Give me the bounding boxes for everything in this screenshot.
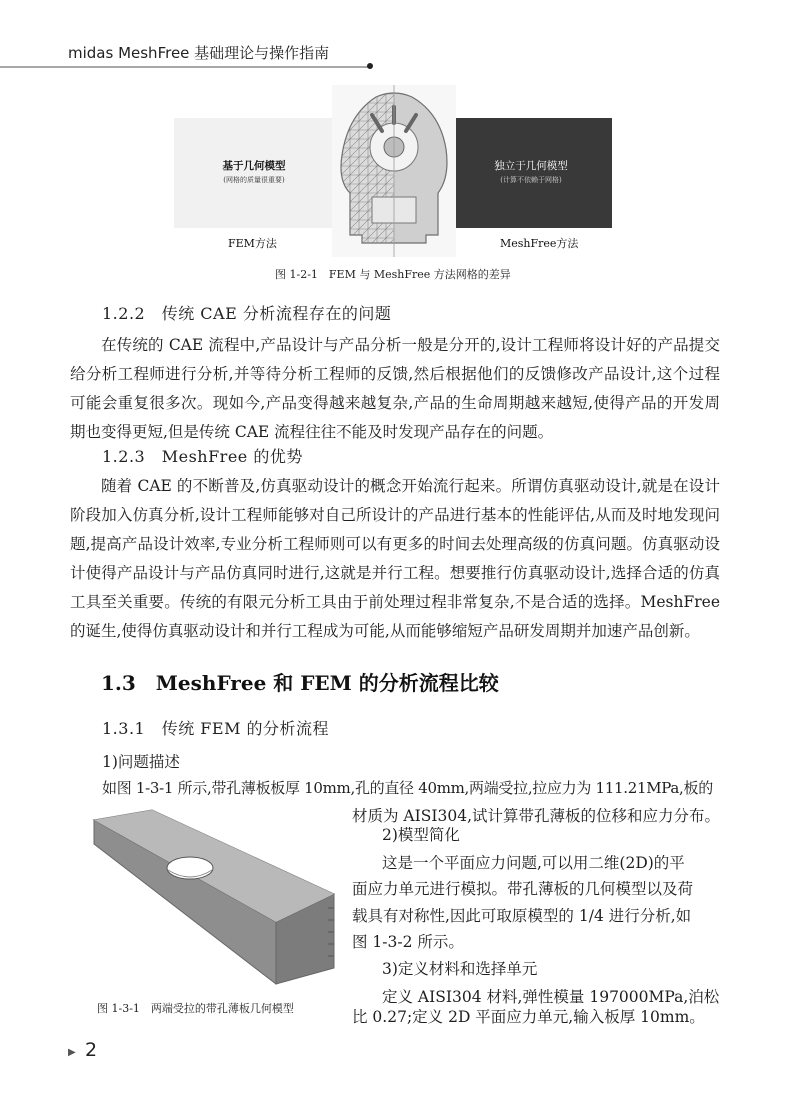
figure-fem-vs-meshfree (174, 85, 612, 257)
header-rule (0, 66, 368, 68)
running-header-title: midas MeshFree 基础理论与操作指南 (68, 44, 330, 62)
step1-line-2: 材质为 AISI304,试计算带孔薄板的位移和应力分布。 (352, 807, 720, 825)
section-1-2-3-paragraph: 随着 CAE 的不断普及,仿真驱动设计的概念开始流行起来。所谓仿真驱动设计,就是在设计阶段加入仿真分析,设计工程师能够对自己所设计的产品进行基本的性能评估,从而及时地发现问题,提高产品设计效率,专业分析工程师则可以有更多的时间去处理高级的仿真问题。仿真驱动设计使得产品设计与产品仿真同时进行,这就是并行工程。想要推行仿真驱动设计,选择合适的仿真工具至关重要。传统的有限元分析工具由于前处理过程非常复杂,不是合适的选择。MeshFree 的诞生,使得仿真驱动设计和并行工程成为可能,从而能够缩短产品研发周期并加速产品创新。 (70, 477, 720, 640)
figure-1-3-1-caption: 图 1-3-1 两端受拉的带孔薄板几何模型 (97, 1002, 294, 1015)
step1-title: 1)问题描述 (102, 753, 180, 771)
meshfree-panel-label: 独立于几何模型 (494, 160, 568, 172)
step2-line-3: 载具有对称性,因此可取原模型的 1/4 进行分析,如 (352, 907, 692, 925)
header-rule-dot (367, 63, 373, 69)
section-1-2-2-paragraph: 在传统的 CAE 流程中,产品设计与产品分析一般是分开的,设计工程师将设计好的产品提交给分析工程师进行分析,并等待分析工程师的反馈,然后根据他们的反馈修改产品设计,这个过程可能会重复很多次。现如今,产品变得越来越复杂,产品的生命周期越来越短,使得产品的开发周期也变得更短,但是传统 CAE 流程往往不能及时发现产品存在的问题。 (70, 336, 720, 441)
step3-line-1: 定义 AISI304 材料,弹性模量 197000MPa,泊松 (382, 988, 720, 1006)
section-1-2-2-heading: 1.2.2 传统 CAE 分析流程存在的问题 (102, 304, 392, 323)
step3-line-2: 比 0.27;定义 2D 平面应力单元,输入板厚 10mm。 (352, 1008, 705, 1026)
fem-panel-sublabel: (网格的质量很重要) (223, 176, 285, 184)
meshfree-panel-sublabel: (计算不依赖于网格) (500, 176, 562, 184)
step3-title: 3)定义材料和选择单元 (382, 960, 538, 978)
section-1-3-1-heading: 1.3.1 传统 FEM 的分析流程 (102, 719, 330, 738)
fem-panel (174, 118, 334, 228)
figure-1-2-1-caption: 图 1-2-1 FEM 与 MeshFree 方法网格的差异 (275, 268, 511, 281)
step2-line-4: 图 1-3-2 所示。 (352, 933, 464, 951)
step1-line-1: 如图 1-3-1 所示,带孔薄板板厚 10mm,孔的直径 40mm,两端受拉,拉应力为 111.21MPa,板的 (102, 779, 713, 797)
casing-model-image (332, 85, 456, 257)
fem-method-label: FEM方法 (228, 237, 277, 250)
page-number: 2 (85, 1039, 98, 1061)
section-1-3-heading: 1.3 MeshFree 和 FEM 的分析流程比较 (101, 671, 499, 695)
section-1-2-3-heading: 1.2.3 MeshFree 的优势 (102, 447, 303, 466)
step2-line-1: 这是一个平面应力问题,可以用二维(2D)的平 (382, 854, 685, 872)
plate-with-hole-model-image (62, 808, 344, 986)
fem-panel-label: 基于几何模型 (222, 160, 286, 172)
meshfree-method-label: MeshFree方法 (500, 237, 579, 250)
page-marker-icon: ▶ (68, 1047, 76, 1058)
step2-title: 2)模型简化 (382, 826, 460, 844)
step2-line-2: 面应力单元进行模拟。带孔薄板的几何模型以及荷 (352, 880, 694, 898)
meshfree-panel (450, 118, 612, 228)
